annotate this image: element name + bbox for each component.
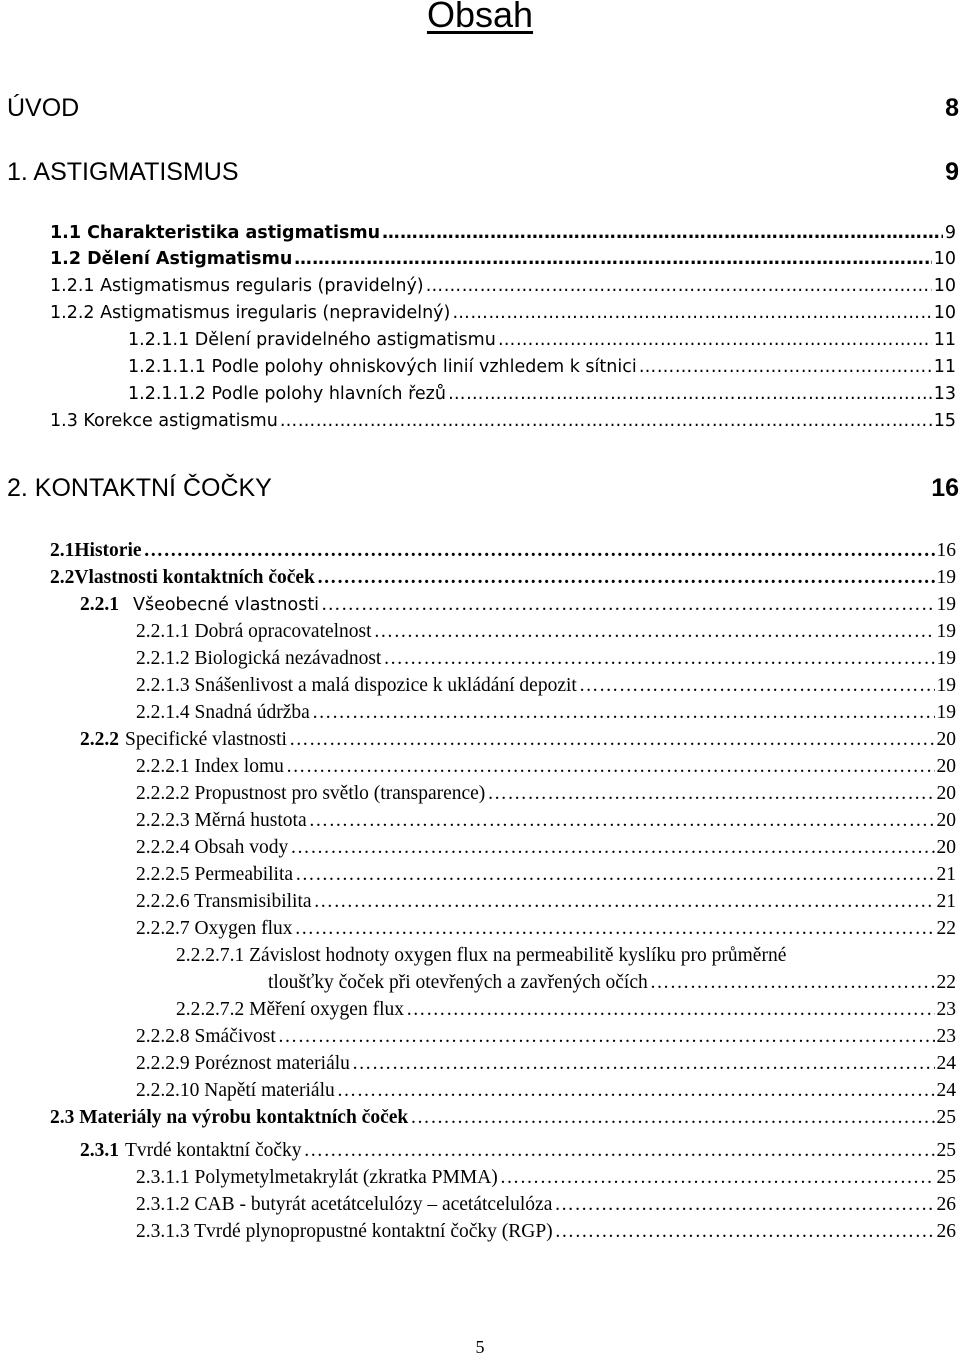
toc-entry-2-2-1-1[interactable] [136,621,956,643]
toc-entry-number: 2.2.1 [80,594,119,615]
toc-entry-2-2-2-4[interactable] [136,837,956,859]
toc-entry-page: 20 [936,783,956,804]
toc-main-title: 1. ASTIGMATISMUS [7,158,239,186]
toc-entry-number: 2.3.1 [80,1140,119,1161]
toc-entry-2-2-2-2[interactable] [136,783,956,805]
toc-entry-1-2-1-1[interactable] [128,330,956,350]
toc-entry-2-2-1-3[interactable] [136,675,956,697]
toc-entry-page: 10 [933,303,956,323]
toc-entry-title: 1.2.1 Astigmatismus regularis (pravidelný) [50,276,424,296]
toc-entry-page: 20 [936,729,956,750]
toc-main-title: 2. KONTAKTNÍ ČOČKY [7,474,272,502]
toc-entry-2-2-1-4[interactable] [136,702,956,724]
toc-entry-title: tloušťky čoček při otevřených a zavřených očích [268,972,648,993]
toc-entry-title: 2.2.2.2 Propustnost pro světlo (transparence) [136,783,486,804]
toc-entry-2-2-2-7-1-cont[interactable] [268,972,956,994]
toc-entry-2-2-2-8[interactable] [136,1026,956,1048]
toc-entry-page: 25 [936,1167,956,1188]
page-number: 5 [475,1337,485,1357]
toc-entry-2-3-1[interactable] [80,1140,956,1162]
toc-entry-page: 24 [936,1053,956,1074]
toc-entry-page: 13 [933,384,956,404]
toc-entry-title: 1.2.1.1.1 Podle polohy ohniskových linií vzhledem k sítnici [128,357,637,377]
toc-main-title: ÚVOD [7,94,80,122]
toc-entry-title: 2.2.2.3 Měrná hustota [136,810,307,831]
toc-entry-page: 15 [933,411,956,431]
toc-entry-page: 24 [936,1080,956,1101]
toc-entry-page: 25 [936,1140,956,1161]
toc-entry-1-3[interactable] [50,411,956,431]
toc-entry-page: 20 [936,810,956,831]
toc-entry-page: 21 [936,891,956,912]
toc-entry-2-2[interactable] [50,567,956,589]
toc-entry-title: 2.2.2.10 Napětí materiálu [136,1080,335,1101]
toc-entry-2-2-2-1[interactable] [136,756,956,778]
toc-entry-2-3-1-3[interactable] [136,1221,956,1243]
toc-entry-page: 11 [933,357,956,377]
toc-entry-title: 2.3.1.1 Polymetylmetakrylát (zkratka PMMA) [136,1167,498,1188]
toc-entry-page: 19 [936,594,956,615]
toc-entry-title: 2.2.2.7.2 Měření oxygen flux [176,999,405,1020]
toc-entry-page: 19 [936,621,956,642]
toc-entry-title: 2.2.2.5 Permeabilita [136,864,294,885]
toc-entry-page: 26 [936,1194,956,1215]
toc-entry-page: 26 [936,1221,956,1242]
toc-entry-page: 23 [936,999,956,1020]
toc-entry-title: 2.2.2.6 Transmisibilita [136,891,312,912]
toc-entry-title: 2.2.2.9 Poréznost materiálu [136,1053,350,1074]
toc-entry-title: 2.2.1.4 Snadná údržba [136,702,310,723]
toc-entry-page: 16 [936,540,956,561]
toc-entry-title: Tvrdé kontaktní čočky [125,1140,302,1161]
toc-entry-page: 20 [936,837,956,858]
toc-main-page: 9 [945,158,959,186]
toc-entry-2-2-2-10[interactable] [136,1080,956,1102]
toc-main-uvod[interactable] [7,94,959,123]
toc-entry-title: Specifické vlastnosti [125,729,287,750]
toc-entry-1-1[interactable] [50,223,956,243]
toc-entry-title: 2.2Vlastnosti kontaktních čoček [50,567,315,588]
toc-entry-title: 1.2.2 Astigmatismus iregularis (nepravidelný) [50,303,451,323]
toc-entry-page: 9 [944,223,956,243]
toc-entry-title: 2.3.1.3 Tvrdé plynopropustné kontaktní čočky (RGP) [136,1221,553,1242]
toc-entry-1-2-1-1-2[interactable] [128,384,956,404]
toc-entry-2-3-1-1[interactable] [136,1167,956,1189]
toc-entry-title: 1.2.1.1.2 Podle polohy hlavních řezů [128,384,446,404]
toc-entry-title: 1.2 Dělení Astigmatismu [50,249,293,269]
toc-entry-page: 22 [936,972,956,993]
toc-entry-title: Všeobecné vlastnosti [133,595,320,615]
toc-entry-page: 19 [936,675,956,696]
toc-entry-page: 11 [933,330,956,350]
page-title: Obsah [426,0,534,35]
toc-entry-2-2-2-6[interactable] [136,891,956,913]
toc-entry-title: 1.3 Korekce astigmatismu [50,411,278,431]
toc-entry-2-2-2-7[interactable] [136,918,956,940]
toc-entry-title: 2.2.2.1 Index lomu [136,756,284,777]
toc-entry-page: 19 [936,702,956,723]
toc-entry-2-2-2[interactable] [80,729,956,751]
toc-entry-2-2-2-3[interactable] [136,810,956,832]
toc-main-page: 16 [931,474,959,502]
toc-entry-2-3-1-2[interactable] [136,1194,956,1216]
toc-main-page: 8 [945,94,959,122]
toc-entry-2-2-2-7-2[interactable] [176,999,956,1021]
toc-entry-1-2-1[interactable] [50,276,956,296]
toc-entry-title: 1.1 Charakteristika astigmatismu [50,223,381,243]
toc-entry-title: 1.2.1.1 Dělení pravidelného astigmatismu [128,330,496,350]
toc-entry-page: 10 [933,249,956,269]
toc-entry-title: 2.2.2.8 Smáčivost [136,1026,276,1047]
toc-entry-title: 2.2.2.7.1 Závislost hodnoty oxygen flux na permeabilitě kyslíku pro průměrné [176,945,787,966]
toc-entry-1-2-2[interactable] [50,303,956,323]
toc-entry-title: 2.3 Materiály na výrobu kontaktních čoček [50,1107,409,1128]
toc-entry-page: 23 [936,1026,956,1047]
toc-entry-page: 25 [936,1107,956,1128]
toc-entry-2-2-1[interactable] [80,594,956,616]
toc-entry-2-2-2-7-1[interactable] [176,945,956,967]
toc-entry-title: 2.2.1.3 Snášenlivost a malá dispozice k ukládání depozit [136,675,577,696]
toc-entry-title: 2.3.1.2 CAB - butyrát acetátcelulózy – acetátcelulóza [136,1194,553,1215]
toc-entry-title: 2.2.1.1 Dobrá opracovatelnost [136,621,372,642]
toc-entry-2-1[interactable] [50,540,956,562]
toc-entry-page: 19 [936,648,956,669]
toc-main-astigmatismus[interactable] [7,158,959,187]
toc-entry-title: 2.1Historie [50,540,142,561]
toc-entry-2-2-2-5[interactable] [136,864,956,886]
toc-entry-page: 20 [936,756,956,777]
toc-entry-page: 10 [933,276,956,296]
toc-entry-title: 2.2.1.2 Biologická nezávadnost [136,648,382,669]
toc-entry-2-3[interactable] [50,1107,956,1129]
toc-entry-title: 2.2.2.7 Oxygen flux [136,918,293,939]
toc-entry-number: 2.2.2 [80,729,119,750]
toc-entry-page: 19 [936,567,956,588]
toc-entry-page: 22 [936,918,956,939]
toc-main-kontaktni-cocky[interactable] [7,474,959,503]
toc-entry-page: 21 [936,864,956,885]
toc-entry-2-2-2-9[interactable] [136,1053,956,1075]
toc-entry-1-2-1-1-1[interactable] [128,357,956,377]
toc-entry-2-2-1-2[interactable] [136,648,956,670]
toc-entry-1-2[interactable] [50,249,956,269]
toc-entry-title: 2.2.2.4 Obsah vody [136,837,289,858]
